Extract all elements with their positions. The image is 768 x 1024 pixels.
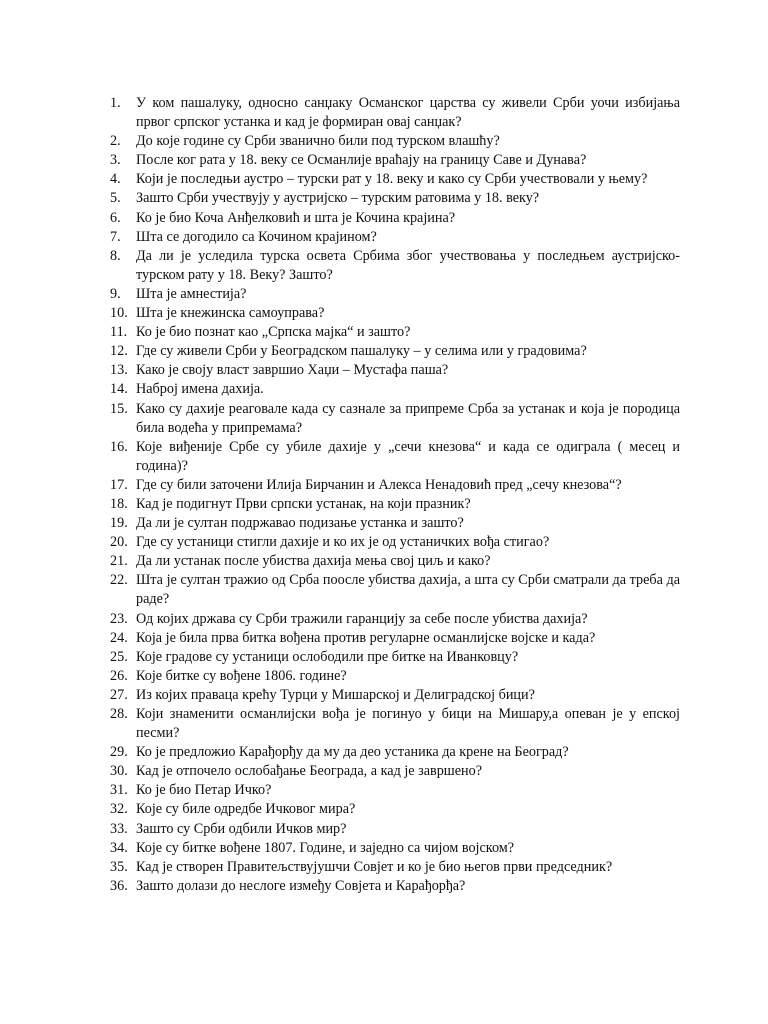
- question-item: [110, 400, 680, 438]
- question-text: Где су живели Срби у Београдском пашалуку – у селима или у градовима?: [136, 343, 587, 360]
- question-number: 4.: [110, 171, 121, 188]
- question-item: [110, 743, 680, 762]
- question-text: Ко је био Коча Анђелковић и шта је Кочина крајина?: [136, 209, 456, 226]
- question-text: Шта је султан тражио од Срба поосле убиства дахија, а шта су Срби сматрали да треба да раде?: [136, 572, 680, 608]
- question-number: 11.: [110, 324, 128, 341]
- question-item: [110, 209, 680, 228]
- question-number: 15.: [110, 400, 128, 417]
- question-text: Од којих држава су Срби тражили гаранцију за себе после убиства дахија?: [136, 610, 588, 627]
- question-text: Које виђеније Србе су убиле дахије у „сечи кнезова“ и када се одиграла ( месец и година)?: [136, 438, 680, 474]
- question-text: Који знаменити османлијски вођа је погинуо у бици на Мишару,а опеван је у епској песми?: [136, 706, 680, 742]
- question-number: 5.: [110, 190, 121, 207]
- question-text: Које битке су вођене 1806. године?: [136, 667, 347, 684]
- question-number: 10.: [110, 305, 128, 322]
- question-text: Шта је амнестија?: [136, 285, 247, 302]
- question-number: 19.: [110, 515, 128, 532]
- question-item: [110, 648, 680, 667]
- question-item: [110, 686, 680, 705]
- question-item: [110, 762, 680, 781]
- question-number: 31.: [110, 782, 128, 799]
- question-item: [110, 94, 680, 132]
- question-text: Која је била прва битка вођена против регуларне османлијске војске и када?: [136, 629, 596, 646]
- question-number: 13.: [110, 362, 128, 379]
- question-text: Зашто Срби учествују у аустријско – турским ратовима у 18. веку?: [136, 190, 540, 207]
- question-number: 21.: [110, 553, 128, 570]
- question-list: [110, 94, 680, 896]
- question-text: Кад је подигнут Први српски устанак, на који празник?: [136, 495, 471, 512]
- question-item: [110, 610, 680, 629]
- question-item: [110, 285, 680, 304]
- question-item: [110, 476, 680, 495]
- question-item: [110, 323, 680, 342]
- question-text: Шта се догодило са Кочином крајином?: [136, 228, 377, 245]
- question-number: 18.: [110, 495, 128, 512]
- question-text: Где су били заточени Илија Бирчанин и Алекса Ненадовић пред „сечу кнезова“?: [136, 476, 622, 493]
- question-item: [110, 380, 680, 399]
- question-item: [110, 705, 680, 743]
- question-item: [110, 533, 680, 552]
- question-number: 22.: [110, 572, 128, 589]
- question-text: Ко је био Петар Ичко?: [136, 782, 272, 799]
- question-text: Да ли је султан подржавао подизање устанка и зашто?: [136, 515, 464, 532]
- question-text: Да ли устанак после убиства дахија мења свој циљ и како?: [136, 553, 491, 570]
- question-item: [110, 189, 680, 208]
- question-number: 12.: [110, 343, 128, 360]
- question-number: 9.: [110, 285, 121, 302]
- question-number: 20.: [110, 534, 128, 551]
- question-number: 23.: [110, 610, 128, 627]
- question-number: 36.: [110, 877, 128, 894]
- question-item: [110, 552, 680, 571]
- question-text: Које су биле одредбе Ичковог мира?: [136, 801, 356, 818]
- question-item: [110, 228, 680, 247]
- question-text: Које су битке вођене 1807. Године, и заједно са чијом војском?: [136, 839, 515, 856]
- question-item: [110, 495, 680, 514]
- question-item: [110, 151, 680, 170]
- question-number: 7.: [110, 228, 121, 245]
- question-number: 24.: [110, 629, 128, 646]
- question-item: [110, 629, 680, 648]
- question-number: 28.: [110, 706, 128, 722]
- question-number: 1.: [110, 95, 121, 111]
- question-number: 2.: [110, 133, 121, 150]
- question-text: После ког рата у 18. веку се Османлије враћају на границу Саве и Дунава?: [136, 152, 587, 169]
- question-item: [110, 247, 680, 285]
- question-text: До које године су Срби званично били под турском влашћу?: [136, 133, 500, 150]
- question-item: [110, 820, 680, 839]
- question-number: 30.: [110, 763, 128, 780]
- question-number: 26.: [110, 667, 128, 684]
- question-text: Који је последњи аустро – турски рат у 18. веку и како су Срби учествовали у њему?: [136, 171, 648, 188]
- question-item: [110, 800, 680, 819]
- question-text: Које градове су устаници ослободили пре битке на Иванковцу?: [136, 648, 519, 665]
- question-number: 8.: [110, 247, 121, 264]
- question-item: [110, 858, 680, 877]
- question-text: Из којих праваца крећу Турци у Мишарској и Делиградској бици?: [136, 686, 535, 703]
- question-text: Ко је предложио Карађорђу да му да део устаника да крене на Београд?: [136, 744, 569, 761]
- question-number: 32.: [110, 801, 128, 818]
- question-text: Кад је отпочело ослобађање Београда, а кад је завршено?: [136, 763, 483, 780]
- question-item: [110, 877, 680, 896]
- question-item: [110, 667, 680, 686]
- question-item: [110, 342, 680, 361]
- question-item: [110, 170, 680, 189]
- question-item: [110, 132, 680, 151]
- question-number: 27.: [110, 686, 128, 703]
- question-text: Где су устаници стигли дахије и ко их је од устаничких вођа стигао?: [136, 534, 550, 551]
- question-number: 6.: [110, 209, 121, 226]
- question-number: 35.: [110, 858, 128, 875]
- question-number: 33.: [110, 820, 128, 837]
- question-text: Да ли је уследила турска освета Србима због учествовања у последњем аустријско-турском рату у 18. Веку? Зашто?: [136, 247, 680, 283]
- question-item: [110, 839, 680, 858]
- question-item: [110, 781, 680, 800]
- question-number: 29.: [110, 744, 128, 761]
- question-number: 25.: [110, 648, 128, 665]
- question-text: Зашто долази до неслоге између Совјета и Карађорђа?: [136, 877, 466, 894]
- question-text: Ко је био познат као „Српска мајка“ и зашто?: [136, 324, 411, 341]
- question-text: Наброј имена дахија.: [136, 381, 264, 398]
- question-text: У ком пашалуку, односно санџаку Османског царства су живели Срби уочи избијања првог српског устанка и кад је формиран овај санџак?: [136, 95, 680, 131]
- question-text: Зашто су Срби одбили Ичков мир?: [136, 820, 347, 837]
- question-item: [110, 438, 680, 476]
- question-text: Кад је створен Правитељствујушчи Совјет и ко је био његов први председник?: [136, 858, 613, 875]
- question-number: 16.: [110, 438, 128, 455]
- question-text: Шта је кнежинска самоуправа?: [136, 305, 325, 322]
- question-item: [110, 514, 680, 533]
- question-number: 17.: [110, 476, 128, 493]
- question-number: 34.: [110, 839, 128, 856]
- question-item: [110, 571, 680, 609]
- question-number: 14.: [110, 381, 128, 398]
- question-item: [110, 304, 680, 323]
- question-text: Како су дахије реаговале када су сазнале за припреме Срба за устанак и која је породица била водећа у припремама?: [136, 400, 680, 436]
- question-text: Како је своју власт завршио Хаџи – Мустафа паша?: [136, 362, 449, 379]
- question-item: [110, 361, 680, 380]
- question-number: 3.: [110, 152, 121, 169]
